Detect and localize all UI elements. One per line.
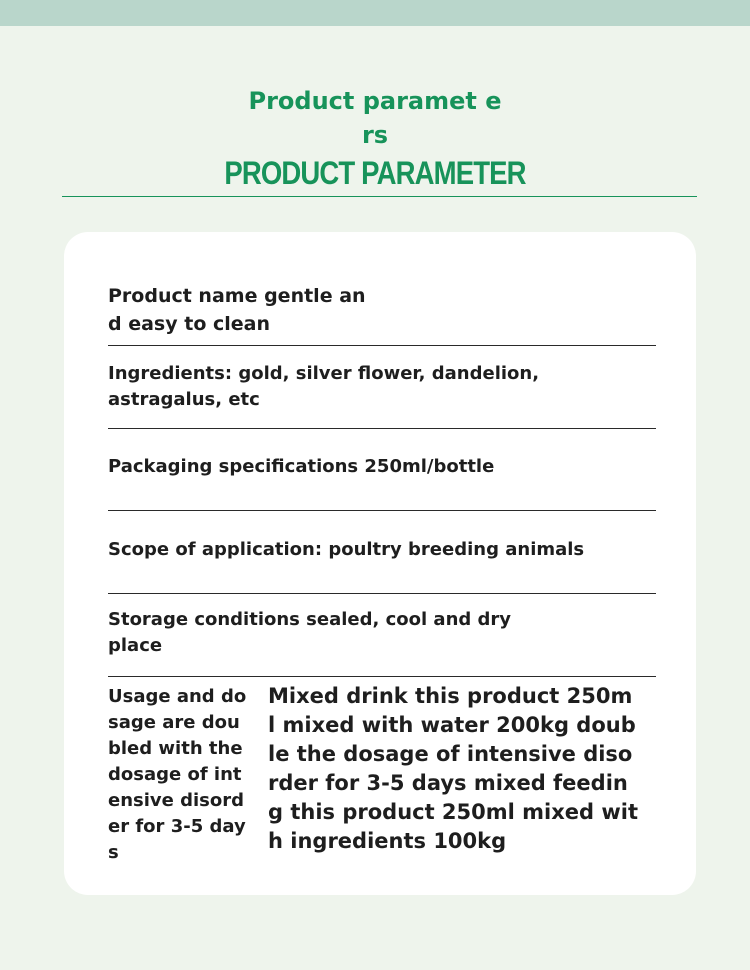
param-row-storage — [108, 594, 656, 677]
top-bar — [0, 0, 750, 26]
param-scope-text: Scope of application: poultry breeding animals — [108, 539, 585, 560]
param-row-scope — [108, 511, 656, 594]
param-packaging-text: Packaging specifications 250ml/bottle — [108, 456, 495, 477]
page-title: Product paramet ers — [248, 87, 502, 149]
title-block — [0, 84, 750, 192]
param-row-ingredients — [108, 347, 656, 429]
param-ingredients-text: Ingredients: gold, silver flower, dandelion, astragalus, etc — [108, 363, 540, 410]
parameter-card — [64, 232, 696, 895]
page-subtitle: PRODUCT PARAMETER — [224, 155, 526, 191]
param-usage-label: Usage and dosage are doubled with the dosage of intensive disorder for 3-5 days — [108, 686, 247, 863]
param-storage-text: Storage conditions sealed, cool and dry place — [108, 609, 512, 656]
param-name-text: Product name gentle and easy to clean — [108, 285, 366, 335]
param-row-name — [108, 232, 656, 346]
param-usage-value: Mixed drink this product 250ml mixed with water 200kg double the dosage of intensive disorder for 3-5 days mixed feeding this product 250ml mixed with ingredients 100kg — [268, 684, 639, 853]
title-divider — [62, 196, 697, 197]
param-row-packaging — [108, 429, 656, 511]
